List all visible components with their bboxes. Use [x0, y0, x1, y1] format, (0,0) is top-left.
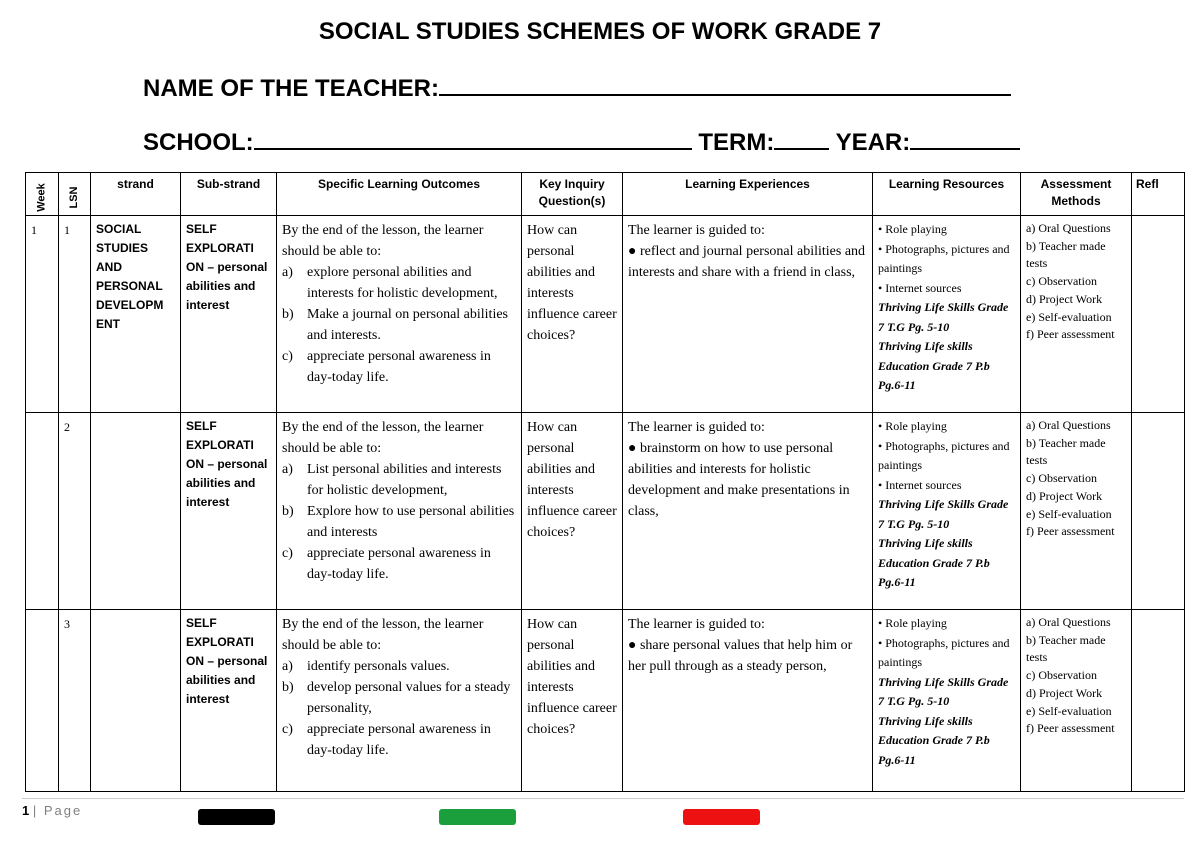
- resource-item: • Role playing: [878, 616, 947, 630]
- list-item: c) appreciate personal awareness in day-today life.: [282, 546, 491, 582]
- reflection-cell: [1132, 413, 1185, 610]
- outcomes-intro: By the end of the lesson, the learner should be able to:: [282, 223, 484, 259]
- lsn-cell: 1: [59, 216, 91, 413]
- assessment-cell: [1021, 610, 1132, 792]
- assessment-item: f) Peer assessment: [1026, 524, 1115, 539]
- table-header-row: [26, 173, 1185, 216]
- outcomes-list: [282, 656, 516, 761]
- resource-book: Thriving Life skills Education Grade 7 P.b Pg.6-11: [878, 713, 990, 767]
- green-color-bar: [439, 809, 516, 825]
- page-word: | Page: [32, 803, 83, 818]
- week-cell: 1: [26, 216, 59, 413]
- col-header-strand: strand: [91, 173, 181, 216]
- assessment-item: a) Oral Questions: [1026, 418, 1111, 432]
- lsn-cell: 3: [59, 610, 91, 792]
- list-item: b) Explore how to use personal abilities and interests: [282, 504, 515, 540]
- footer-divider: [22, 798, 1184, 799]
- col-header-substrand: Sub-strand: [181, 173, 277, 216]
- year-blank: [910, 126, 1020, 150]
- outcomes-list: [282, 459, 516, 585]
- col-header-lsn: LSN: [59, 173, 91, 216]
- assessment-item: d) Project Work: [1026, 291, 1103, 306]
- assessment-item: e) Self-evaluation: [1026, 703, 1112, 718]
- school-term-year-line: [143, 126, 1200, 157]
- resources-cell: [873, 413, 1021, 610]
- table-row: [26, 610, 1185, 792]
- red-color-bar: [683, 809, 760, 825]
- document-title: SOCIAL STUDIES SCHEMES OF WORK GRADE 7: [318, 18, 882, 45]
- outcomes-list: [282, 262, 516, 388]
- assessment-item: e) Self-evaluation: [1026, 309, 1112, 324]
- assessment-item: d) Project Work: [1026, 685, 1103, 700]
- assessment-item: f) Peer assessment: [1026, 721, 1115, 736]
- assessment-item: f) Peer assessment: [1026, 327, 1115, 342]
- col-header-outcomes: Specific Learning Outcomes: [277, 173, 522, 216]
- assessment-cell: [1021, 216, 1132, 413]
- list-item: a) List personal abilities and interests for holistic development,: [282, 462, 502, 498]
- col-header-assessment: Assessment Methods: [1021, 173, 1132, 216]
- resource-book: Thriving Life Skills Grade 7 T.G Pg. 5-10: [878, 300, 1009, 334]
- term-blank: [774, 126, 829, 150]
- outcomes-cell: [277, 610, 522, 792]
- teacher-name-line: [143, 72, 1200, 103]
- outcomes-cell: [277, 413, 522, 610]
- resources-cell: [873, 610, 1021, 792]
- assessment-item: e) Self-evaluation: [1026, 506, 1112, 521]
- experiences-text: ● brainstorm on how to use personal abilities and interests for holistic development and make presentations in class,: [628, 441, 850, 519]
- list-item: a) identify personals values.: [282, 659, 450, 674]
- resource-item: • Role playing: [878, 222, 947, 236]
- col-header-resources: Learning Resources: [873, 173, 1021, 216]
- assessment-item: c) Observation: [1026, 668, 1097, 683]
- substrand-cell: SELF EXPLORATI ON – personal abilities and interest: [181, 216, 277, 413]
- outcomes-intro: By the end of the lesson, the learner should be able to:: [282, 420, 484, 456]
- teacher-name-label: NAME OF THE TEACHER:: [143, 75, 439, 102]
- col-header-week: Week: [26, 173, 59, 216]
- year-label: YEAR:: [835, 129, 911, 156]
- list-item: c) appreciate personal awareness in day-today life.: [282, 349, 491, 385]
- resource-item: • Photographs, pictures and paintings: [878, 635, 1010, 669]
- teacher-name-blank: [439, 72, 1011, 96]
- assessment-item: c) Observation: [1026, 274, 1097, 289]
- list-item: b) Make a journal on personal abilities and interests.: [282, 307, 508, 343]
- experiences-intro: The learner is guided to:: [628, 223, 765, 238]
- assessment-item: b) Teacher made tests: [1026, 238, 1106, 271]
- scheme-table: [25, 172, 1185, 792]
- col-header-reflection: Refl: [1132, 173, 1185, 216]
- black-color-bar: [198, 809, 275, 825]
- experiences-cell: [623, 610, 873, 792]
- resource-book: Thriving Life skills Education Grade 7 P.b Pg.6-11: [878, 536, 990, 589]
- col-header-experiences: Learning Experiences: [623, 173, 873, 216]
- resource-item: • Internet sources: [878, 477, 962, 492]
- resource-item: • Photographs, pictures and paintings: [878, 438, 1010, 472]
- assessment-item: c) Observation: [1026, 471, 1097, 486]
- page-footer: [22, 803, 82, 818]
- resource-book: Thriving Life Skills Grade 7 T.G Pg. 5-10: [878, 497, 1009, 531]
- inquiry-cell: How can personal abilities and interests influence career choices?: [522, 216, 623, 413]
- list-item: a) explore personal abilities and interests for holistic development,: [282, 265, 498, 301]
- assessment-item: a) Oral Questions: [1026, 221, 1111, 235]
- list-item: b) develop personal values for a steady personality,: [282, 680, 511, 716]
- experiences-cell: [623, 413, 873, 610]
- assessment-item: a) Oral Questions: [1026, 615, 1111, 629]
- reflection-cell: [1132, 216, 1185, 413]
- assessment-cell: [1021, 413, 1132, 610]
- experiences-intro: The learner is guided to:: [628, 617, 765, 632]
- outcomes-cell: [277, 216, 522, 413]
- strand-cell: [91, 610, 181, 792]
- experiences-intro: The learner is guided to:: [628, 420, 765, 435]
- resource-book: Thriving Life skills Education Grade 7 P.b Pg.6-11: [878, 339, 990, 392]
- school-label: SCHOOL:: [143, 129, 254, 156]
- resources-cell: [873, 216, 1021, 413]
- outcomes-intro: By the end of the lesson, the learner should be able to:: [282, 617, 484, 653]
- table-row: [26, 216, 1185, 413]
- assessment-item: b) Teacher made tests: [1026, 632, 1106, 665]
- school-blank: [254, 126, 692, 150]
- table-row: [26, 413, 1185, 610]
- strand-cell: SOCIAL STUDIES AND PERSONAL DEVELOPM ENT: [91, 216, 181, 413]
- resource-item: • Photographs, pictures and paintings: [878, 241, 1010, 275]
- week-cell: [26, 610, 59, 792]
- assessment-item: d) Project Work: [1026, 488, 1103, 503]
- col-header-inquiry: Key Inquiry Question(s): [522, 173, 623, 216]
- experiences-text: ● reflect and journal personal abilities and interests and share with a friend in class,: [628, 244, 866, 280]
- assessment-item: b) Teacher made tests: [1026, 435, 1106, 468]
- experiences-text: ● share personal values that help him or her pull through as a steady person,: [628, 638, 853, 674]
- inquiry-cell: How can personal abilities and interests influence career choices?: [522, 610, 623, 792]
- lsn-cell: 2: [59, 413, 91, 610]
- experiences-cell: [623, 216, 873, 413]
- substrand-cell: SELF EXPLORATI ON – personal abilities and interest: [181, 610, 277, 792]
- week-cell: [26, 413, 59, 610]
- resource-book: Thriving Life Skills Grade 7 T.G Pg. 5-10: [878, 674, 1009, 708]
- list-item: c) appreciate personal awareness in day-today life.: [282, 722, 491, 758]
- inquiry-cell: How can personal abilities and interests influence career choices?: [522, 413, 623, 610]
- reflection-cell: [1132, 610, 1185, 792]
- resource-item: • Role playing: [878, 419, 947, 433]
- page-number: 1: [22, 803, 30, 818]
- resource-item: • Internet sources: [878, 280, 962, 295]
- strand-cell: [91, 413, 181, 610]
- term-label: TERM:: [698, 129, 775, 156]
- substrand-cell: SELF EXPLORATI ON – personal abilities and interest: [181, 413, 277, 610]
